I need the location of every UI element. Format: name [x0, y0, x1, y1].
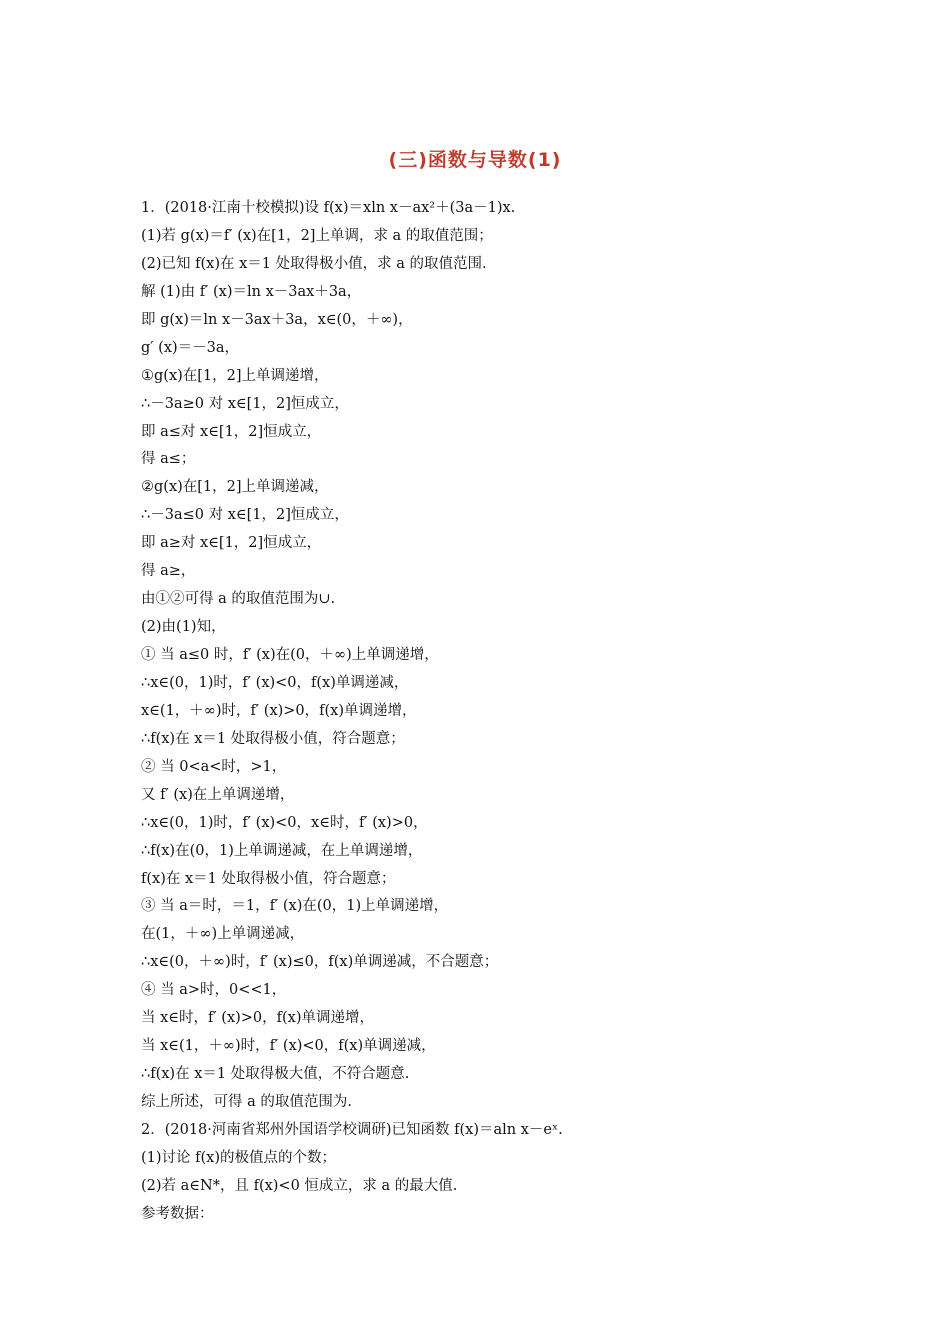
text-line: 由①②可得 a 的取值范围为∪.	[141, 591, 336, 608]
text-line: (2)已知 f(x)在 x＝1 处取得极小值，求 a 的取值范围.	[141, 255, 487, 272]
text-line: ∴－3a≥0 对 x∈[1，2]恒成立，	[141, 395, 349, 412]
text-line: ∴f(x)在(0，1)上单调递减，在上单调递增，	[141, 842, 423, 859]
text-line: ∴f(x)在 x＝1 处取得极小值，符合题意；	[141, 730, 405, 747]
text-line: (1)讨论 f(x)的极值点的个数；	[141, 1149, 337, 1166]
text-line: x∈(1，＋∞)时，f′ (x)>0，f(x)单调递增，	[141, 702, 417, 719]
text-line: ∴－3a≤0 对 x∈[1，2]恒成立，	[141, 507, 349, 524]
text-line: (2)由(1)知，	[141, 619, 226, 636]
page-title: (三)函数与导数(1)	[388, 149, 562, 171]
text-line: ① 当 a≤0 时，f′ (x)在(0，＋∞)上单调递增，	[141, 647, 439, 663]
text-line: 在(1，＋∞)上单调递减，	[141, 926, 305, 943]
text-line: ④ 当 a>时，0<<1，	[141, 982, 287, 999]
text-line: ②g(x)在[1，2]上单调递减，	[141, 479, 329, 496]
text-line: g′ (x)＝－3a，	[141, 339, 240, 356]
text-line: 综上所述，可得 a 的取值范围为.	[141, 1094, 352, 1110]
text-line: ② 当 0<a<时，>1，	[141, 758, 287, 775]
text-line: 即 a≥对 x∈[1，2]恒成立，	[141, 535, 322, 552]
text-line: ∴x∈(0，1)时，f′ (x)<0，x∈时，f′ (x)>0，	[141, 814, 428, 831]
text-line: 解 (1)由 f′ (x)＝ln x－3ax＋3a，	[141, 283, 362, 300]
text-line: (2)若 a∈N*，且 f(x)<0 恒成立，求 a 的最大值.	[141, 1177, 458, 1194]
text-line: ∴x∈(0，＋∞)时，f′ (x)≤0，f(x)单调递减，不合题意；	[141, 954, 499, 971]
text-line: ①g(x)在[1，2]上单调递增，	[141, 367, 329, 384]
text-line: f(x)在 x＝1 处取得极小值，符合题意；	[141, 870, 396, 887]
text-line: 1．(2018·江南十校模拟)设 f(x)＝xln x－ax²＋(3a－1)x.	[141, 200, 516, 216]
text-line: 当 x∈时，f′ (x)>0，f(x)单调递增，	[141, 1010, 375, 1027]
text-line: ∴x∈(0，1)时，f′ (x)<0，f(x)单调递减，	[141, 674, 409, 691]
text-line: 又 f′ (x)在上单调递增，	[141, 786, 295, 803]
text-line: 参考数据：	[141, 1205, 214, 1222]
text-line: 得 a≥，	[141, 563, 196, 580]
text-line: 2．(2018·河南省郑州外国语学校调研)已知函数 f(x)＝aln x－eˣ.	[141, 1121, 563, 1138]
text-line: (1)若 g(x)＝f′ (x)在[1，2]上单调，求 a 的取值范围；	[141, 227, 493, 244]
text-line: ③ 当 a＝时，＝1，f′ (x)在(0，1)上单调递增，	[141, 898, 449, 915]
text-line: 当 x∈(1，＋∞)时，f′ (x)<0，f(x)单调递减，	[141, 1038, 436, 1055]
text-line: 即 a≤对 x∈[1，2]恒成立，	[141, 423, 322, 440]
text-line: 即 g(x)＝ln x－3ax＋3a，x∈(0，＋∞)，	[141, 311, 413, 328]
text-line: 得 a≤；	[141, 451, 196, 468]
text-line: ∴f(x)在 x＝1 处取得极大值，不符合题意.	[141, 1066, 410, 1083]
document-body	[141, 195, 841, 1229]
